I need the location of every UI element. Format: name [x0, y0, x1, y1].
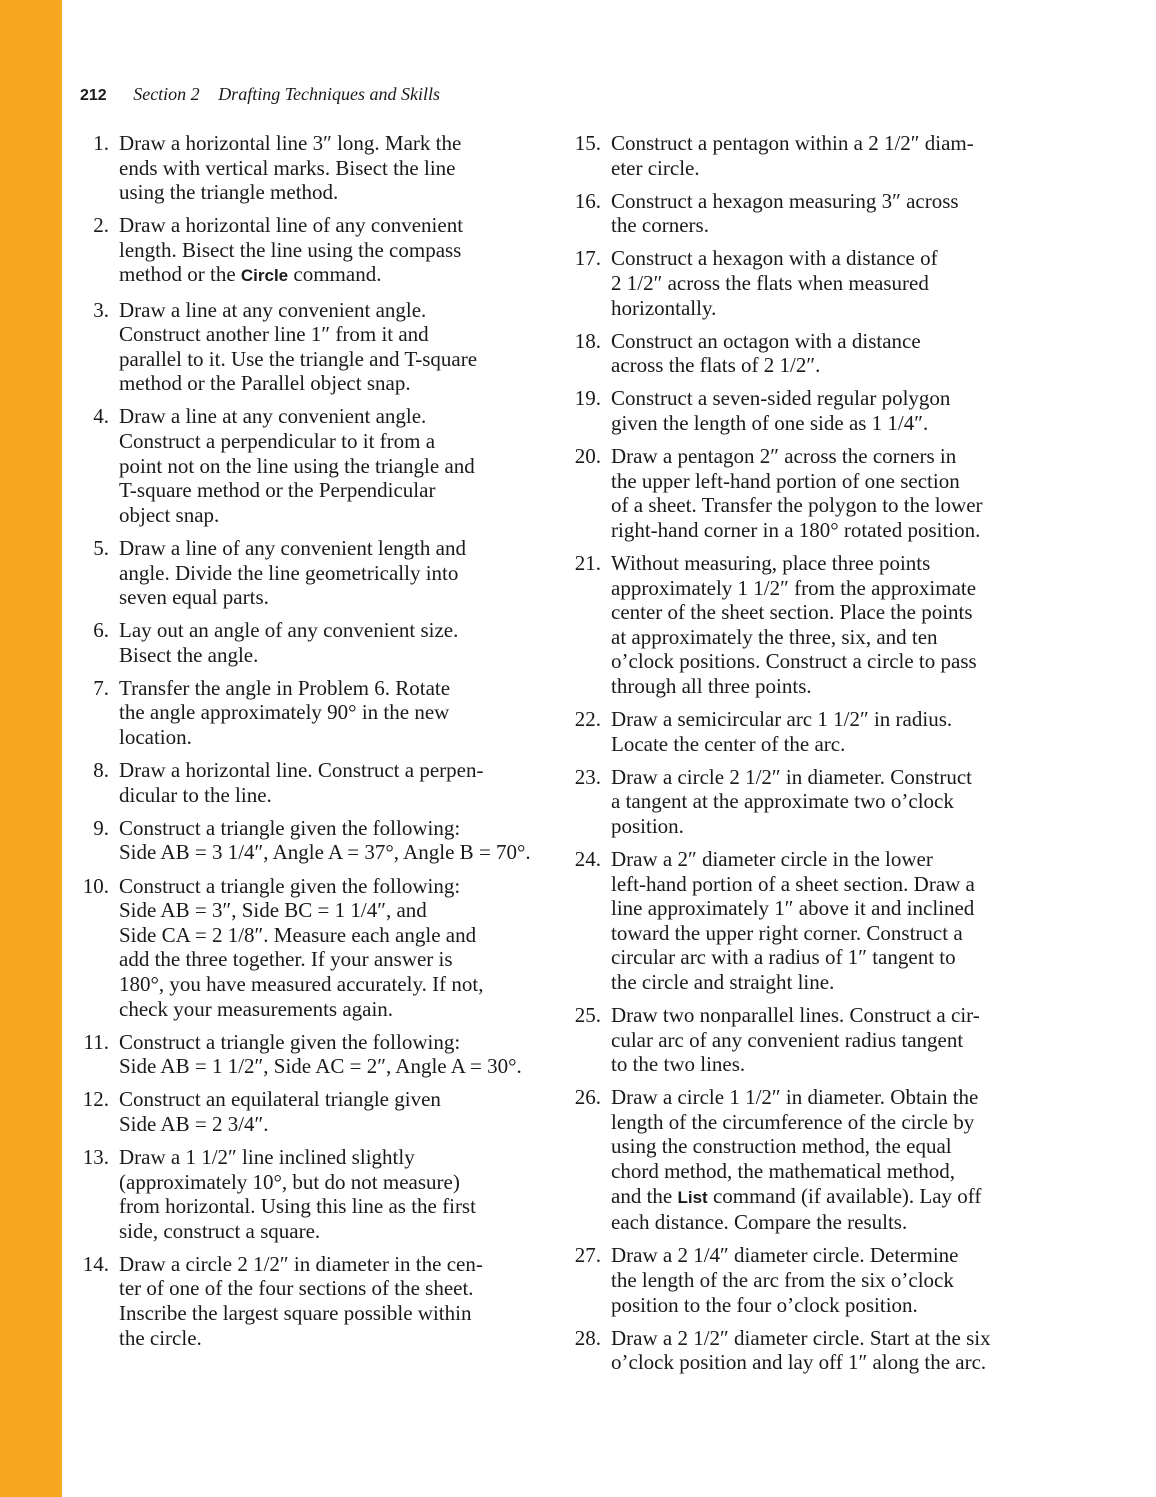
problem-text-line: given the length of one side as 1 1/4″.: [611, 410, 929, 435]
problem-text-line: Draw a horizontal line of any convenient: [119, 213, 464, 238]
problem-text-line: line approximately 1″ above it and inclined: [611, 896, 975, 921]
problem-text-line: a tangent at the approximate two o’clock: [611, 789, 954, 814]
problem-text-line: Construct a hexagon with a distance of: [611, 246, 938, 271]
problem-text-line: Side AB = 1 1/2″, Side AC = 2″, Angle A = 30°.: [119, 1054, 522, 1079]
text-segment: method or the: [119, 262, 241, 287]
problem-text-line: (approximately 10°, but do not measure): [119, 1169, 460, 1194]
problem-text-line: from horizontal. Using this line as the first: [119, 1194, 476, 1219]
problem-text-line: T-square method or the Perpendicular: [119, 478, 436, 503]
problem-text-line: the upper left-hand portion of one section: [611, 468, 960, 493]
problem-item: [70, 758, 550, 807]
problem-number: 21.: [574, 550, 601, 575]
problem-item: [70, 676, 550, 750]
problem-text-line: Construct an octagon with a distance: [611, 328, 921, 353]
problem-item: [562, 1085, 1042, 1235]
problem-text-line: Construct a hexagon measuring 3″ across: [611, 188, 959, 213]
problem-text-line: to the two lines.: [611, 1052, 746, 1077]
problem-text-line: parallel to it. Use the triangle and T-square: [119, 346, 478, 371]
problem-text-line: at approximately the three, six, and ten: [611, 624, 938, 649]
problem-text-line: Draw a circle 2 1/2″ in diameter. Construct: [611, 764, 972, 789]
problem-text-line: eter circle.: [611, 155, 700, 180]
problem-item: [70, 1252, 550, 1350]
problem-text-line: Draw a line at any convenient angle.: [119, 297, 427, 322]
problem-text-line: horizontally.: [611, 295, 717, 320]
problem-item: [562, 386, 1042, 435]
problem-list-right-column: [562, 131, 1042, 1383]
problem-item: [70, 131, 550, 205]
problem-text-line: check your measurements again.: [119, 996, 394, 1021]
section-label: Section 2: [133, 84, 200, 104]
problem-text-line: the circle and straight line.: [611, 969, 835, 994]
problem-item: [562, 847, 1042, 995]
problem-number: 14.: [82, 1251, 109, 1276]
problem-text-line: add the three together. If your answer is: [119, 947, 453, 972]
problem-list-left-column: [70, 131, 550, 1359]
problem-item: [562, 131, 1042, 180]
problem-number: 19.: [574, 386, 601, 411]
problem-number: 16.: [574, 188, 601, 213]
problem-text-line: Draw a horizontal line. Construct a perpen-: [119, 758, 484, 783]
problem-number: 4.: [93, 404, 109, 429]
problem-number: 6.: [93, 618, 109, 643]
problem-number: 11.: [83, 1029, 109, 1054]
problem-text-line: [119, 262, 550, 289]
problem-item: [70, 618, 550, 667]
problem-text-line: chord method, the mathematical method,: [611, 1159, 956, 1184]
problem-number: 24.: [574, 846, 601, 871]
problem-text-line: the length of the arc from the six o’clock: [611, 1267, 954, 1292]
problem-text-line: Construct a seven-sided regular polygon: [611, 386, 951, 411]
problem-number: 8.: [93, 758, 109, 783]
problem-text-line: using the triangle method.: [119, 180, 339, 205]
problem-text-line: Construct a triangle given the following:: [119, 815, 461, 840]
problem-item: [562, 329, 1042, 378]
problem-text-line: Draw a 2 1/2″ diameter circle. Start at the six: [611, 1325, 991, 1350]
problem-text-line: Draw a 2″ diameter circle in the lower: [611, 846, 933, 871]
problem-text-line: length. Bisect the line using the compass: [119, 237, 462, 262]
problem-item: [562, 189, 1042, 238]
problem-text-line: Transfer the angle in Problem 6. Rotate: [119, 675, 451, 700]
problem-text-line: dicular to the line.: [119, 782, 272, 807]
problem-text-line: Side AB = 2 3/4″.: [119, 1111, 269, 1136]
problem-text-line: o’clock position and lay off 1″ along the arc.: [611, 1350, 987, 1375]
problem-text-line: Draw two nonparallel lines. Construct a cir-: [611, 1003, 980, 1027]
problem-number: 18.: [574, 328, 601, 353]
problem-text-line: Lay out an angle of any convenient size.: [119, 618, 459, 643]
problem-text-line: each distance. Compare the results.: [611, 1210, 908, 1235]
problem-text-line: Side CA = 2 1/8″. Measure each angle and: [119, 922, 477, 947]
problem-number: 9.: [93, 815, 109, 840]
problem-text-line: Draw a circle 1 1/2″ in diameter. Obtain the: [611, 1085, 979, 1110]
running-header: [80, 84, 440, 105]
problem-number: 1.: [93, 131, 109, 155]
problem-text-line: Without measuring, place three points: [611, 550, 931, 575]
page-number: 212: [80, 87, 107, 104]
problem-number: 27.: [574, 1243, 601, 1268]
problem-text-line: ends with vertical marks. Bisect the line: [119, 155, 456, 180]
problem-text-line: center of the sheet section. Place the points: [611, 600, 973, 625]
command-name: List: [677, 1187, 708, 1207]
problem-text-line: Inscribe the largest square possible within: [119, 1301, 472, 1326]
problem-text-line: toward the upper right corner. Construct a: [611, 920, 963, 945]
problem-item: [70, 1087, 550, 1136]
problem-number: 12.: [82, 1087, 109, 1112]
problem-item: [70, 536, 550, 610]
problem-text-line: Draw a semicircular arc 1 1/2″ in radius.: [611, 706, 953, 731]
problem-item: [562, 1003, 1042, 1077]
problem-text-line: the corners.: [611, 213, 709, 238]
problem-text-line: the angle approximately 90° in the new: [119, 700, 450, 725]
problem-text-line: object snap.: [119, 502, 220, 527]
problem-text-line: Bisect the angle.: [119, 642, 259, 667]
problem-item: [70, 816, 550, 865]
problem-item: [70, 1145, 550, 1243]
problem-item: [70, 298, 550, 396]
problem-number: 25.: [574, 1003, 601, 1027]
problem-item: [562, 707, 1042, 756]
problem-item: [562, 551, 1042, 699]
problem-item: [562, 765, 1042, 839]
problem-number: 10.: [82, 873, 109, 898]
problem-number: 20.: [574, 444, 601, 469]
problem-text-line: position.: [611, 813, 684, 838]
problem-item: [562, 1243, 1042, 1317]
problem-item: [70, 874, 550, 1022]
problem-number: 2.: [93, 213, 109, 238]
problem-item: [70, 213, 550, 289]
problem-text-line: Construct a pentagon within a 2 1/2″ diam-: [611, 131, 974, 155]
problem-text-line: Draw a circle 2 1/2″ in diameter in the cen-: [119, 1251, 483, 1276]
problem-text-line: Construct an equilateral triangle given: [119, 1087, 441, 1112]
problem-text-line: left-hand portion of a sheet section. Draw a: [611, 871, 975, 896]
problem-text-line: Construct a triangle given the following:: [119, 873, 461, 898]
problem-text-line: location.: [119, 725, 192, 750]
problem-text-line: Construct a perpendicular to it from a: [119, 429, 436, 454]
problem-item: [562, 1326, 1042, 1375]
problem-number: 17.: [574, 246, 601, 271]
problem-item: [70, 1030, 550, 1079]
section-title: Drafting Techniques and Skills: [218, 84, 441, 104]
text-segment: and the: [611, 1183, 678, 1208]
text-segment: command (if available). Lay off: [707, 1183, 982, 1208]
problem-text-line: point not on the line using the triangle and: [119, 453, 475, 478]
problem-text-line: position to the four o’clock position.: [611, 1292, 918, 1317]
problem-text-line: across the flats of 2 1/2″.: [611, 353, 821, 378]
problem-text-line: Draw a line at any convenient angle.: [119, 404, 427, 429]
problem-number: 22.: [574, 706, 601, 731]
problem-text-line: Locate the center of the arc.: [611, 731, 846, 756]
problem-text-line: cular arc of any convenient radius tangent: [611, 1027, 964, 1052]
problem-text-line: circular arc with a radius of 1″ tangent to: [611, 945, 956, 970]
problem-number: 3.: [93, 297, 109, 322]
problem-text-line: [611, 1184, 1042, 1211]
problem-number: 13.: [82, 1144, 109, 1169]
problem-text-line: o’clock positions. Construct a circle to pass: [611, 649, 977, 674]
problem-text-line: Construct another line 1″ from it and: [119, 322, 429, 347]
command-name: Circle: [240, 266, 289, 286]
problem-number: 7.: [93, 675, 109, 700]
problem-text-line: using the construction method, the equal: [611, 1134, 952, 1159]
problem-text-line: angle. Divide the line geometrically into: [119, 560, 459, 585]
problem-number: 26.: [574, 1085, 601, 1110]
problem-text-line: Draw a 1 1/2″ line inclined slightly: [119, 1144, 415, 1169]
problem-item: [562, 444, 1042, 542]
problem-text-line: Side AB = 3 1/4″, Angle A = 37°, Angle B = 70°.: [119, 840, 531, 865]
problem-text-line: ter of one of the four sections of the sheet.: [119, 1276, 474, 1301]
problem-text-line: 180°, you have measured accurately. If not,: [119, 971, 484, 996]
problem-text-line: length of the circumference of the circle by: [611, 1109, 975, 1134]
problem-text-line: 2 1/2″ across the flats when measured: [611, 270, 929, 295]
problem-text-line: of a sheet. Transfer the polygon to the lower: [611, 493, 983, 518]
text-segment: command.: [288, 262, 382, 287]
problem-text-line: side, construct a square.: [119, 1218, 321, 1243]
problem-text-line: Draw a line of any convenient length and: [119, 535, 466, 560]
problem-text-line: right-hand corner in a 180° rotated position.: [611, 517, 981, 542]
problem-text-line: through all three points.: [611, 673, 812, 698]
problem-text-line: method or the Parallel object snap.: [119, 371, 411, 396]
problem-text-line: Draw a 2 1/4″ diameter circle. Determine: [611, 1243, 959, 1268]
problem-text-line: the circle.: [119, 1325, 202, 1350]
problem-text-line: seven equal parts.: [119, 585, 269, 610]
problem-text-line: Draw a horizontal line 3″ long. Mark the: [119, 131, 462, 155]
problem-number: 15.: [574, 131, 601, 155]
problem-text-line: Construct a triangle given the following:: [119, 1029, 461, 1054]
problem-text-line: Draw a pentagon 2″ across the corners in: [611, 444, 957, 469]
problem-number: 5.: [93, 535, 109, 560]
problem-text-line: approximately 1 1/2″ from the approximate: [611, 575, 977, 600]
accent-side-bar: [0, 0, 62, 1497]
problem-item: [70, 404, 550, 527]
problem-number: 28.: [574, 1325, 601, 1350]
problem-text-line: Side AB = 3″, Side BC = 1 1/4″, and: [119, 898, 427, 923]
problem-number: 23.: [574, 764, 601, 789]
problem-item: [562, 246, 1042, 320]
